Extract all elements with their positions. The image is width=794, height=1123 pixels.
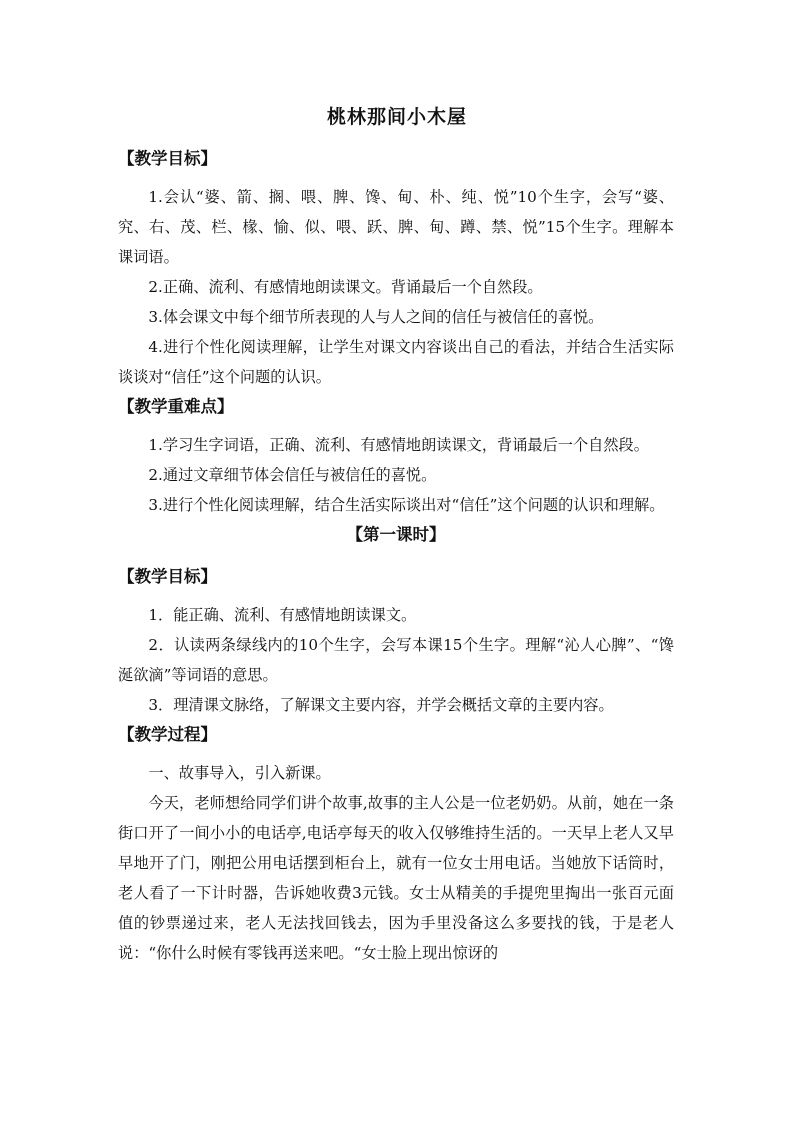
- key-point-item-1: 1.学习生字词语，正确、流利、有感情地朗读课文，背诵最后一个自然段。: [148, 436, 649, 454]
- key-point-item-3: 3.进行个性化阅读理解，结合生活实际谈出对“信任”这个问题的认识和理解。: [148, 496, 665, 514]
- section-heading-objectives: 【教学目标】: [118, 149, 217, 168]
- section-heading-process: 【教学过程】: [118, 725, 217, 744]
- lesson-objective-item-3: 3．理清课文脉络，了解课文主要内容，并学会概括文章的主要内容。: [148, 696, 614, 714]
- lesson-objective-item-1: 1．能正确、流利、有感情地朗读课文。: [148, 606, 417, 624]
- story-paragraph: 今天，老师想给同学们讲个故事,故事的主人公是一位老奶奶。从前，她在一条街口开了一间小小的电话亭,电话亭每天的收入仅够维持生活的。一天早上老人又早早地开了门，刚把公用电话摆到柜台上，就有一位女士用电话。当她放下话筒时，老人看了一下计时器，告诉她收费3元钱。女士从精美的手提兜里掏出一张百元面值的钞票递过来，老人无法找回钱去，因为手里没备这么多要找的钱，于是老人说：“你什么时候有零钱再送来吧。“女士脸上现出惊讶的: [118, 794, 674, 962]
- objective-item-4: 4.进行个性化阅读理解，让学生对课文内容谈出自己的看法，并结合生活实际谈谈对“信任”这个问题的认识。: [118, 338, 674, 386]
- section-heading-lesson-objectives: 【教学目标】: [118, 567, 217, 586]
- objective-item-3: 3.体会课文中每个细节所表现的人与人之间的信任与被信任的喜悦。: [148, 308, 604, 326]
- document-body: [118, 144, 674, 968]
- section-heading-key-points: 【教学重难点】: [118, 397, 234, 416]
- process-step-1: 一、故事导入，引入新课。: [148, 764, 331, 782]
- document-title: 桃林那间小木屋: [326, 106, 467, 128]
- objective-item-2: 2.正确、流利、有感情地朗读课文。背诵最后一个自然段。: [148, 278, 543, 296]
- lesson-objective-item-2: 2．认读两条绿线内的10个生字，会写本课15个生字。理解“沁人心脾”、“馋涎欲滴”等词语的意思。: [118, 636, 674, 684]
- objective-item-1: 1.会认“婆、箭、搁、喂、脾、馋、甸、朴、纯、悦”10个生字，会写“婆、究、右、茂、栏、椽、愉、似、喂、跃、脾、甸、蹲、禁、悦”15个生字。理解本课词语。: [118, 188, 674, 266]
- lesson-heading: 【第一课时】: [346, 525, 446, 544]
- key-point-item-2: 2.通过文章细节体会信任与被信任的喜悦。: [148, 466, 437, 484]
